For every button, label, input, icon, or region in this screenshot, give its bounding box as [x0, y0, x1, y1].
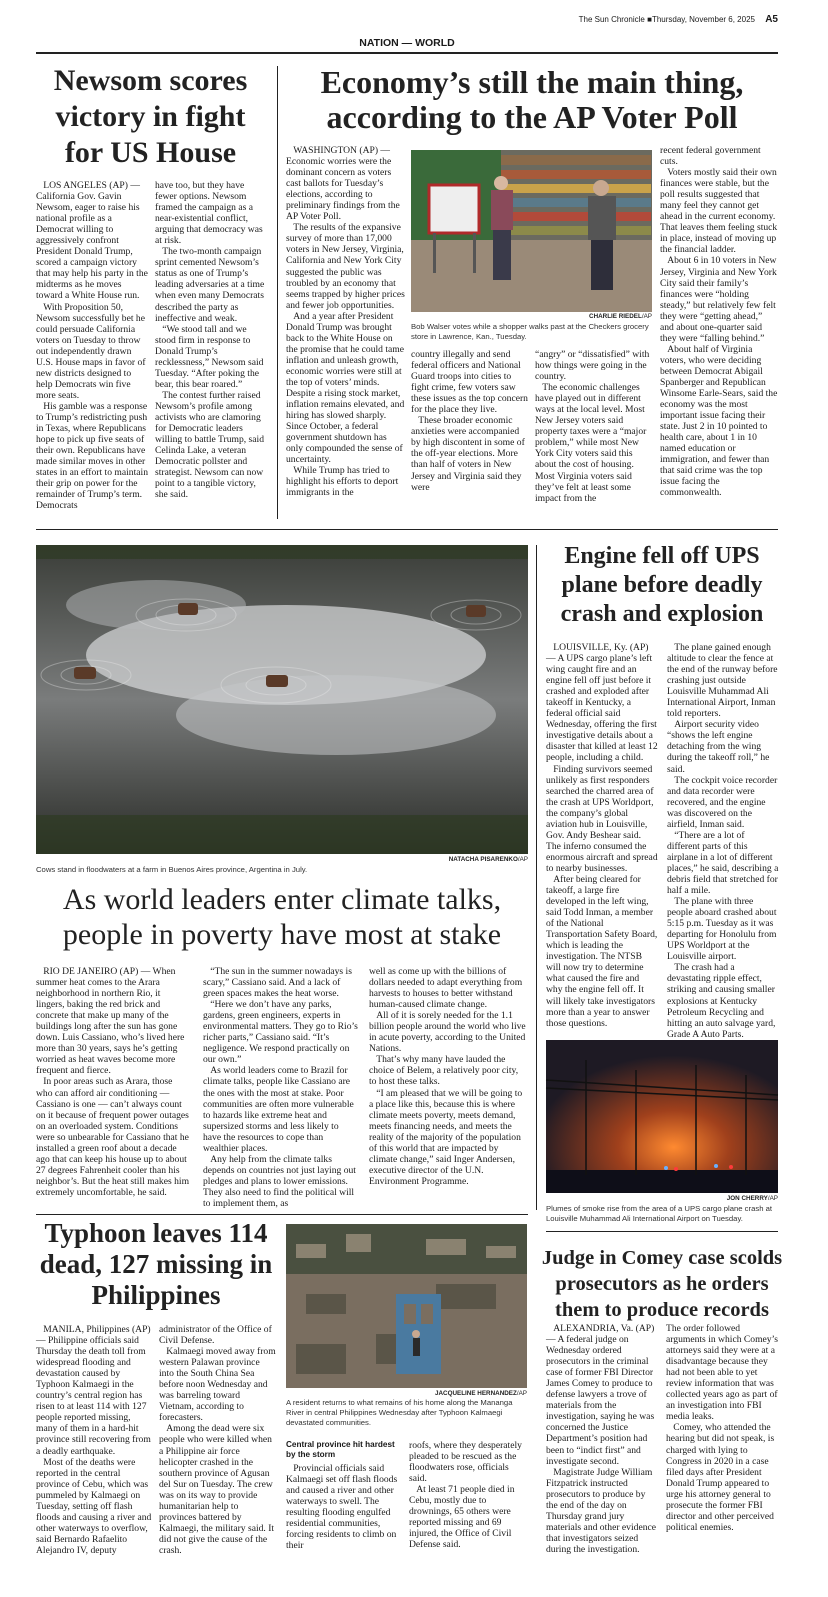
column-divider [536, 545, 537, 1210]
comey-headline: Judge in Comey case scolds prosecutors as he orders them to produce records [541, 1247, 783, 1321]
economy-photo-caption: Bob Walser votes while a shopper walks past at the Checkers grocery store in Lawrence, Kan., Tuesday. [411, 322, 649, 341]
comey-column-1: ALEXANDRIA, Va. (AP) — A federal judge on Wednesday ordered prosecutors in the criminal case of former FBI Director James Comey to produce to defense lawyers a trove of materials from the investigation, saying he was concerned the Justice Department’s position had been to “indict first” and investigate second. Magistrate Judge William Fitzpatrick instructed prosecutors to produce by the end of the day on Thursday grand jury materials and other evidence that investigators seized during the investigation. [546, 1323, 657, 1555]
issue-date: Thursday, November 6, 2025 [651, 15, 755, 24]
crash-smoke-photo [546, 1040, 778, 1193]
photo-credit-name: JACQUELINE HERNANDEZ [434, 1390, 517, 1397]
climate-column-1: RIO DE JANEIRO (AP) — When summer heat comes to the Arara neighborhood in northern Rio, it lingers, baking the red brick and concrete that make up many of the buildings long after the sun has gone down. Luis Cassiano, who’s lived here more than 30 years, says he’s getting worried as heat waves become more frequent and fierce. In poor areas such as Arara, those who can afford air conditioning — Cassiano is one — can’t always count on it because of frequent power outages on an overloaded system. Conditions were so unbearable for Cassiano that he installed a green roof about a decade ago that can keep his house up to about 27 degrees Fahrenheit cooler than his neighbor’s. But the heat still makes him extremely uncomfortable, he said. [36, 966, 190, 1198]
economy-column-2: country illegally and send federal officers and National Guard troops into cities to fight crime, few voters saw these issues as the top concern for the place they live. These broader economic anxieties were accompanied by high discontent in some of the off-year elections. More than half of voters in New Jersey and Virginia said they were [411, 349, 528, 493]
typhoon-column-3: Provincial officials said Kalmaegi set off flash floods and caused a river and other waterways to swell. The resulting flooding engulfed residential communities, forcing residents to climb on their [286, 1463, 400, 1552]
typhoon-photo-destruction [286, 1224, 527, 1388]
typhoon-column-2: administrator of the Office of Civil Defense. Kalmaegi moved away from western Palawan province into the South China Sea before noon Wednesday and was barreling toward Vietnam, according to forecasters. Among the dead were six people who were killed when a Philippine air force helicopter crashed in the southern province of Agusan del Sur on Tuesday. The crew was on its way to provide humanitarian help to provinces battered by Kalmaegi, the military said. It did not give the cause of the crash. [159, 1324, 276, 1556]
typhoon-subhead: Central province hit hardest by the storm [286, 1440, 395, 1459]
typhoon-column-1: MANILA, Philippines (AP) — Philippine officials said Thursday the death toll from widespread flooding and devastation caused by Typhoon Kalmaegi in the country’s central region has risen to at least 114 with 127 people reported missing, many of them in a hard-hit province still recovering from a deadly earthquake. Most of the deaths were reported in the central province of Cebu, which was pummeled by Kalmaegi on Tuesday, setting off flash floods and causing a river and other waterways to overflow, said Bernardo Rafaelito Alejandro IV, deputy [36, 1324, 152, 1556]
typhoon-headline: Typhoon leaves 114 dead, 127 missing in Philippines [39, 1218, 273, 1310]
economy-column-4: recent federal government cuts. Voters mostly said their own finances were stable, but the poll results suggested that many feel they cannot get ahead in the current economy. That leaves them feeling stuck in place, instead of moving up the financial ladder. About 6 in 10 voters in New Jersey, Virginia and New York City said their family’s finances were “holding steady,” but relatively few felt they were “getting ahead,” and about one-quarter said they were “falling behind.” About half of Virginia voters, who were deciding between Democrat Abigail Spanberger and Republican Winsome Earle-Sears, said the economy was the most important issue facing their state. Just 2 in 10 pointed to health care, about 1 in 10 named education or immigration, and fewer than that said crime was the top issue facing the commonwealth. [660, 145, 778, 499]
economy-headline: Economy’s still the main thing, according to the AP Voter Poll [320, 64, 744, 135]
economy-column-1: WASHINGTON (AP) — Economic worries were the dominant concern as voters cast ballots for Tuesday’s elections, according to preliminary findings from the AP Voter Poll. The results of the expansive survey of more than 17,000 voters in New Jersey, Virginia, California and New York City suggested the public was troubled by an economy that seems trapped by higher prices and fewer job opportunities. And a year after President Donald Trump was brought back to the White House on the promise that he could tame inflation and unleash growth, economic worries were still at the top of voters’ minds. Despite a rising stock market, inflation remains elevated, and hiring has slowed sharply. Since October, a federal government shutdown has only compounded the sense of uncertainty. While Trump has tried to highlight his efforts to deport immigrants in the [286, 145, 405, 499]
climate-headline: As world leaders enter climate talks, people in poverty have most at stake [62, 883, 502, 951]
photo-credit-org: /AP [641, 313, 652, 320]
economy-column-3: “angry” or “dissatisfied” with how things were going in the country. The economic challenges have played out in different ways at the local level. Most New Jersey voters said property taxes were a “major problem,” while most New York City voters said this about the cost of housing. Most Virginia voters said they’ve felt at least some impact from the [535, 349, 650, 504]
newsom-headline: Newsom scores victory in fight for US House [53, 64, 248, 169]
ups-column-2: The plane gained enough altitude to clear the fence at the end of the runway before crashing just outside Louisville Muhammad Ali International Airport, Inman told reporters. Airport security video “shows the left engine detaching from the wing during the takeoff roll,” he said. The cockpit voice recorder and data recorder were recovered, and the engine was discovered on the airfield, Inman said. “There are a lot of different parts of this airplane in a lot of different places,” he said, describing a debris field that stretched for half a mile. The plane with three people aboard crashed about 5:15 p.m. Tuesday as it was departing for Honolulu from UPS Worldport at the Louisville airport. The crash had a devastating ripple effect, striking and causing smaller explosions at Kentucky Petroleum Recycling and hitting an auto salvage yard, Grade A Auto Parts. [667, 642, 779, 1040]
ups-headline: Engine fell off UPS plane before deadly crash and explosion [560, 543, 764, 627]
paper-name: The Sun Chronicle [578, 15, 645, 24]
photo-credit-org: /AP [517, 856, 528, 863]
horizontal-rule-bottom-right [546, 1231, 778, 1232]
masthead [36, 14, 778, 30]
photo-credit-org: /AP [516, 1390, 527, 1397]
typhoon-photo-caption: A resident returns to what remains of his home along the Mananga River in central Philippines Wednesday after Typhoon Kalmaegi devastated communities. [286, 1398, 513, 1427]
separator-square-icon: ■ [647, 15, 652, 24]
column-divider [277, 66, 278, 519]
page-number: A5 [765, 14, 778, 25]
newsom-column-1: LOS ANGELES (AP) — California Gov. Gavin Newsom, eager to raise his national profile as a Democrat willing to aggressively confront President Donald Trump, scored a campaign victory that may help his party in the midterms as he moves toward a White House run. With Proposition 50, Newsom successfully bet he could persuade California voters on Tuesday to throw out independently drawn U.S. House maps in favor of new districts designed to help Democrats win five more seats. His gamble was a response to Trump’s redistricting push in Texas, where Republicans hope to pick up five seats of their own. Republicans have made similar moves in other states in an effort to maintain their grip on power for the remainder of Trump’s term. Democrats [36, 180, 148, 512]
horizontal-rule-bottom-left [36, 1214, 528, 1215]
flooded-farm-cows-photo [36, 545, 528, 854]
ups-photo-credit [546, 1195, 778, 1202]
climate-photo-caption: Cows stand in floodwaters at a farm in Buenos Aires province, Argentina in July. [36, 865, 308, 874]
economy-photo-credit [411, 313, 652, 320]
comey-column-2: The order followed arguments in which Comey’s attorneys said they were at a disadvantage because they had not been able to yet review information that was collected years ago as part of an investigation into FBI media leaks. Comey, who attended the hearing but did not speak, is charged with lying to Congress in 2020 in a case filed days after President Donald Trump appeared to urge his attorney general to prosecute the former FBI director and other perceived political enemies. [666, 1323, 779, 1533]
ups-photo-crash-smoke [546, 1040, 778, 1193]
horizontal-rule-top [36, 529, 778, 530]
section-label: NATION — WORLD [359, 37, 455, 49]
photo-credit-name: JON CHERRY [726, 1195, 768, 1202]
photo-credit-name: CHARLIE RIEDEL [589, 313, 642, 320]
climate-photo-flooded-farm [36, 545, 528, 854]
typhoon-destruction-photo [286, 1224, 527, 1388]
ups-photo-caption: Plumes of smoke rise from the area of a UPS cargo plane crash at Louisville Muhammad Ali International Airport on Tuesday. [546, 1204, 773, 1223]
ups-column-1: LOUISVILLE, Ky. (AP) — A UPS cargo plane’s left wing caught fire and an engine fell off just before it crashed and exploded after takeoff in Kentucky, a federal official said Wednesday, offering the first investigative details about a disaster that killed at least 12 people, including a child. Finding survivors seemed unlikely as first responders searched the charred area of the crash at UPS Worldport, the company’s global aviation hub in Louisville, Gov. Andy Beshear said. The inferno consumed the enormous aircraft and spread to nearby businesses. After being cleared for takeoff, a large fire developed in the left wing, said Todd Inman, a member of the National Transportation Safety Board, which is leading the investigation. The NTSB will now try to determine what caused the fire and why the engine fell off. It will likely take investigators more than a year to answer those questions. [546, 642, 658, 1029]
photo-credit-org: /AP [767, 1195, 778, 1202]
newsom-column-2: have too, but they have fewer options. Newsom framed the campaign as a near-existential conflict, arguing that democracy was at risk. The two-month campaign sprint cemented Newsom’s status as one of Trump’s leading adversaries at a time when even many Democrats described the party as ineffective and weak. “We stood tall and we stood firm in response to Donald Trump’s recklessness,” Newsom said Tuesday. “After poking the bear, this bear roared.” The contest further raised Newsom’s profile among activists who are clamoring for Democratic leaders willing to battle Trump, said Celinda Lake, a veteran Democratic pollster and strategist. Newsom can now point to a tangible victory, she said. [155, 180, 265, 501]
climate-photo-credit [36, 856, 528, 863]
economy-photo-voting [411, 150, 652, 312]
climate-column-3: well as come up with the billions of dollars needed to adapt everything from harvests to houses to better withstand human-caused climate change. All of it is sorely needed for the 1.1 billion people around the world who live in acute poverty, according to the United Nations. That’s why many have lauded the choice of Belem, a relatively poor city, to host these talks. “I am pleased that we will be going to a place like this, because this is where climate meets poverty, meets demand, meets financing needs, and meets the reality of the majority of the population of this world that are impacted by climate change,” said Inger Andersen, executive director of the U.N. Environment Programme. [369, 966, 526, 1187]
section-rule [36, 52, 778, 54]
climate-column-2: “The sun in the summer nowadays is scary,” Cassiano said. And a lack of green spaces makes the heat worse. “Here we don’t have any parks, gardens, green engineers, experts in environmental matters. They go to Rio’s richer parts,” Cassiano said. “It’s negligence. We respond practically on our own.” As world leaders come to Brazil for climate talks, people like Cassiano are the ones with the most at stake. Poor communities are often more vulnerable to hazards like extreme heat and supersized storms and less likely to have the resources to cope than wealthier places. Any help from the climate talks depends on countries not just laying out pledges and plans to lower emissions. They also need to find the political will to implement them, as [203, 966, 358, 1209]
typhoon-column-4: roofs, where they desperately pleaded to be rescued as the floodwaters rose, officials said. At least 71 people died in Cebu, mostly due to drownings, 65 others were reported missing and 69 injured, the Office of Civil Defense said. [409, 1440, 522, 1551]
grocery-store-voting-photo [411, 150, 652, 312]
typhoon-photo-credit [286, 1390, 527, 1397]
photo-credit-name: NATACHA PISARENKO [448, 856, 518, 863]
